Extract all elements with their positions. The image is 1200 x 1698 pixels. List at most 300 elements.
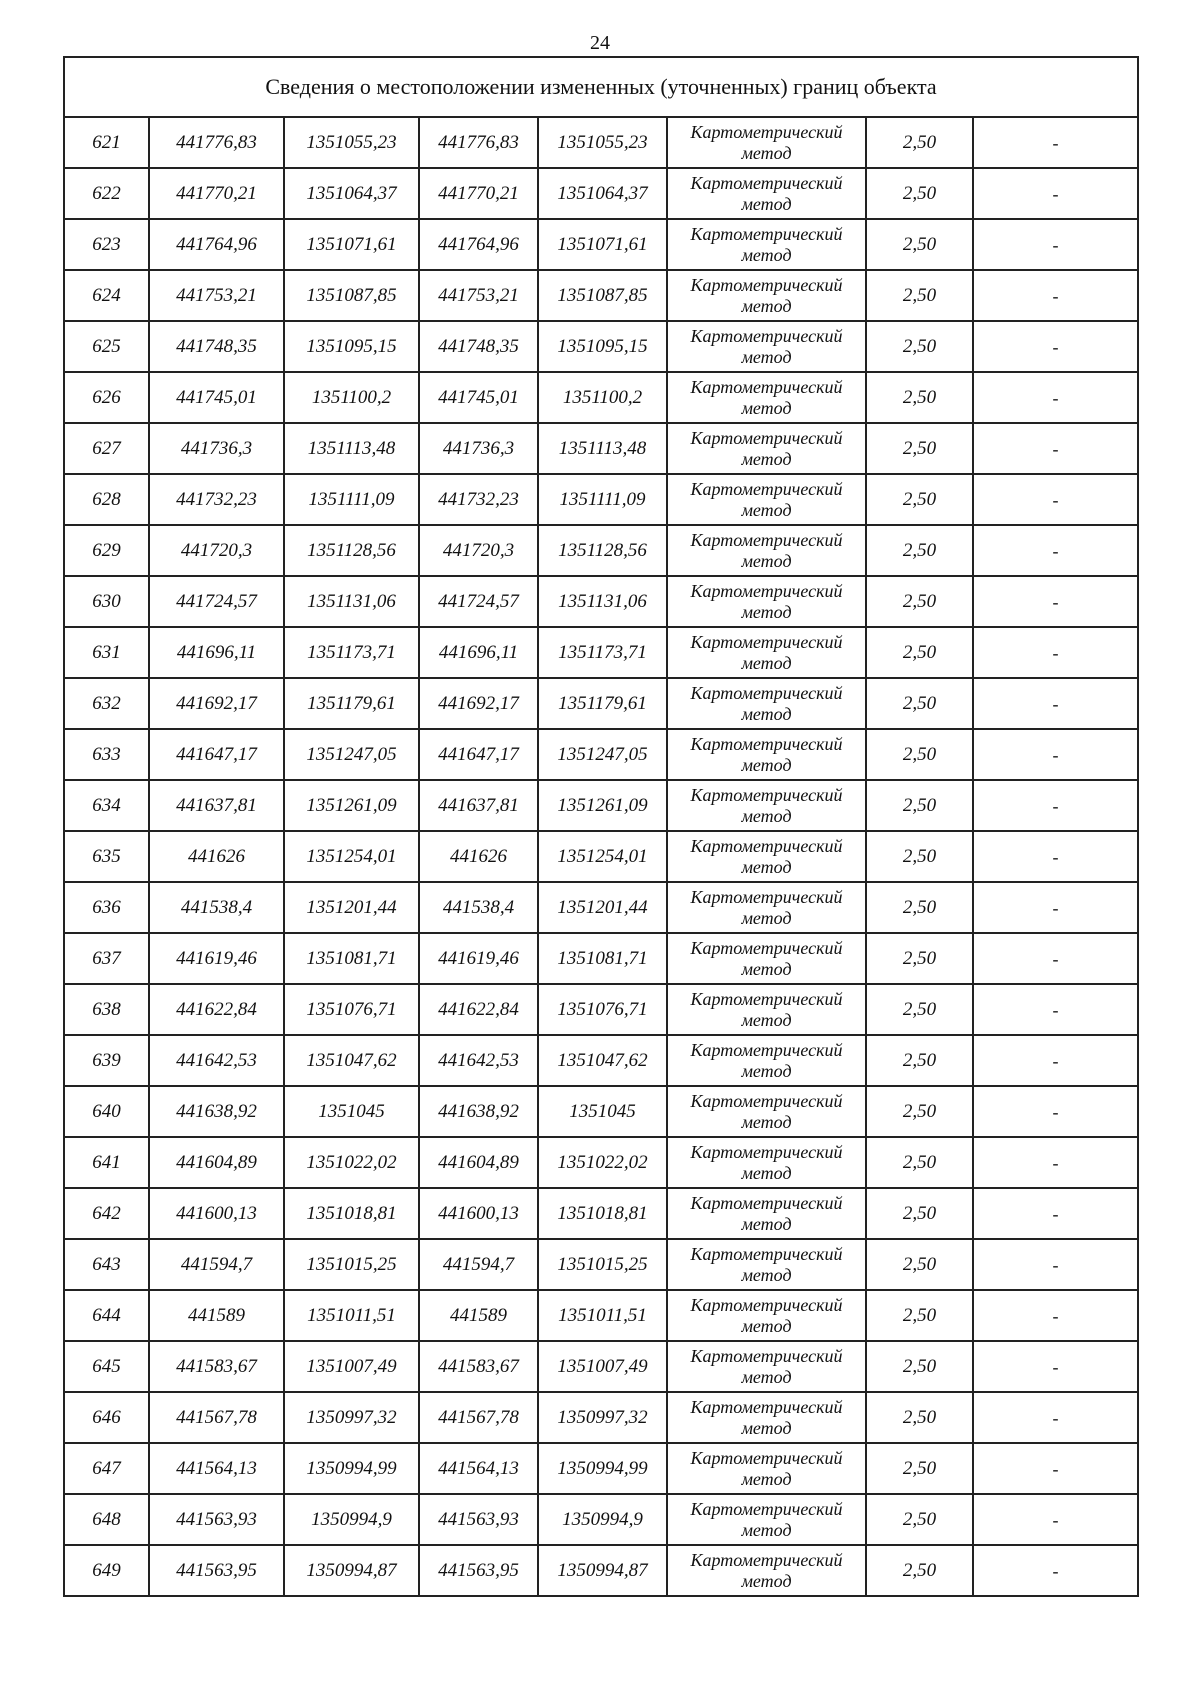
table-row [64,1494,1138,1545]
refined-y-cell: 1351022,02 [538,1137,667,1188]
table-row [64,1188,1138,1239]
existing-y-cell: 1350994,9 [284,1494,419,1545]
existing-x-cell: 441600,13 [149,1188,284,1239]
note-cell: - [973,882,1138,933]
accuracy-cell: 2,50 [866,1443,973,1494]
method-text: Картометрический [690,1498,843,1519]
table-row [64,372,1138,423]
existing-x-cell: 441564,13 [149,1443,284,1494]
method-text: метод [741,856,792,877]
table-row [64,474,1138,525]
method-text: Картометрический [690,733,843,754]
accuracy-cell: 2,50 [866,168,973,219]
method-cell [667,219,866,270]
accuracy-cell: 2,50 [866,627,973,678]
refined-x-cell: 441642,53 [419,1035,538,1086]
table-row [64,1086,1138,1137]
existing-x-cell: 441563,93 [149,1494,284,1545]
refined-y-cell: 1351095,15 [538,321,667,372]
method-text: метод [741,652,792,673]
refined-x-cell: 441745,01 [419,372,538,423]
method-text: метод [741,295,792,316]
method-text: метод [741,907,792,928]
refined-y-cell: 1351128,56 [538,525,667,576]
table-row [64,1341,1138,1392]
refined-y-cell: 1350997,32 [538,1392,667,1443]
method-text: Картометрический [690,427,843,448]
method-text: Картометрический [690,1345,843,1366]
table-row [64,882,1138,933]
refined-y-cell: 1351076,71 [538,984,667,1035]
note-cell: - [973,219,1138,270]
refined-x-cell: 441538,4 [419,882,538,933]
existing-y-cell: 1351173,71 [284,627,419,678]
table-row [64,627,1138,678]
refined-x-cell: 441622,84 [419,984,538,1035]
note-cell: - [973,1392,1138,1443]
method-cell [667,1443,866,1494]
point-number-cell: 626 [64,372,149,423]
accuracy-cell: 2,50 [866,729,973,780]
refined-x-cell: 441692,17 [419,678,538,729]
method-text: Картометрический [690,937,843,958]
refined-y-cell: 1351179,61 [538,678,667,729]
point-number-cell: 632 [64,678,149,729]
refined-x-cell: 441748,35 [419,321,538,372]
table-row [64,117,1138,168]
method-text: Картометрический [690,1549,843,1570]
method-cell [667,1035,866,1086]
refined-y-cell: 1351045 [538,1086,667,1137]
existing-y-cell: 1351111,09 [284,474,419,525]
note-cell: - [973,1290,1138,1341]
refined-y-cell: 1351055,23 [538,117,667,168]
method-text: метод [741,346,792,367]
existing-y-cell: 1351254,01 [284,831,419,882]
note-cell: - [973,525,1138,576]
method-cell [667,1086,866,1137]
refined-y-cell: 1351113,48 [538,423,667,474]
note-cell: - [973,831,1138,882]
refined-y-cell: 1351018,81 [538,1188,667,1239]
accuracy-cell: 2,50 [866,219,973,270]
existing-x-cell: 441589 [149,1290,284,1341]
refined-y-cell: 1351071,61 [538,219,667,270]
refined-y-cell: 1351100,2 [538,372,667,423]
existing-x-cell: 441647,17 [149,729,284,780]
accuracy-cell: 2,50 [866,576,973,627]
refined-y-cell: 1351064,37 [538,168,667,219]
existing-y-cell: 1350994,99 [284,1443,419,1494]
method-cell [667,168,866,219]
refined-x-cell: 441594,7 [419,1239,538,1290]
point-number-cell: 623 [64,219,149,270]
refined-x-cell: 441600,13 [419,1188,538,1239]
page-number: 24 [590,32,610,54]
refined-x-cell: 441764,96 [419,219,538,270]
method-text: Картометрический [690,1141,843,1162]
existing-x-cell: 441604,89 [149,1137,284,1188]
table-row [64,984,1138,1035]
refined-x-cell: 441720,3 [419,525,538,576]
method-cell [667,933,866,984]
point-number-cell: 647 [64,1443,149,1494]
existing-y-cell: 1351201,44 [284,882,419,933]
method-cell [667,321,866,372]
table-row [64,831,1138,882]
note-cell: - [973,117,1138,168]
accuracy-cell: 2,50 [866,1188,973,1239]
existing-x-cell: 441770,21 [149,168,284,219]
refined-x-cell: 441619,46 [419,933,538,984]
refined-x-cell: 441564,13 [419,1443,538,1494]
existing-y-cell: 1351087,85 [284,270,419,321]
note-cell: - [973,780,1138,831]
accuracy-cell: 2,50 [866,1035,973,1086]
point-number-cell: 640 [64,1086,149,1137]
existing-x-cell: 441736,3 [149,423,284,474]
point-number-cell: 637 [64,933,149,984]
accuracy-cell: 2,50 [866,780,973,831]
refined-x-cell: 441724,57 [419,576,538,627]
method-cell [667,678,866,729]
method-cell [667,270,866,321]
refined-x-cell: 441563,93 [419,1494,538,1545]
refined-y-cell: 1351047,62 [538,1035,667,1086]
refined-x-cell: 441583,67 [419,1341,538,1392]
accuracy-cell: 2,50 [866,882,973,933]
existing-y-cell: 1351179,61 [284,678,419,729]
existing-x-cell: 441583,67 [149,1341,284,1392]
refined-y-cell: 1351111,09 [538,474,667,525]
existing-x-cell: 441692,17 [149,678,284,729]
method-cell [667,423,866,474]
refined-y-cell: 1350994,9 [538,1494,667,1545]
method-cell [667,525,866,576]
accuracy-cell: 2,50 [866,1545,973,1596]
refined-y-cell: 1351007,49 [538,1341,667,1392]
method-text: Картометрический [690,682,843,703]
table-row [64,678,1138,729]
point-number-cell: 648 [64,1494,149,1545]
refined-y-cell: 1351131,06 [538,576,667,627]
note-cell: - [973,933,1138,984]
accuracy-cell: 2,50 [866,1239,973,1290]
method-cell [667,984,866,1035]
method-text: Картометрический [690,784,843,805]
existing-x-cell: 441567,78 [149,1392,284,1443]
accuracy-cell: 2,50 [866,321,973,372]
accuracy-cell: 2,50 [866,270,973,321]
point-number-cell: 628 [64,474,149,525]
refined-x-cell: 441563,95 [419,1545,538,1596]
refined-y-cell: 1351201,44 [538,882,667,933]
existing-y-cell: 1351128,56 [284,525,419,576]
method-text: Картометрический [690,1447,843,1468]
note-cell: - [973,1035,1138,1086]
method-text: Картометрический [690,631,843,652]
existing-x-cell: 441563,95 [149,1545,284,1596]
refined-x-cell: 441736,3 [419,423,538,474]
refined-x-cell: 441567,78 [419,1392,538,1443]
existing-x-cell: 441764,96 [149,219,284,270]
existing-y-cell: 1351131,06 [284,576,419,627]
method-text: Картометрический [690,1192,843,1213]
method-text: метод [741,1009,792,1030]
note-cell: - [973,1443,1138,1494]
existing-y-cell: 1351261,09 [284,780,419,831]
accuracy-cell: 2,50 [866,1086,973,1137]
existing-y-cell: 1351018,81 [284,1188,419,1239]
point-number-cell: 633 [64,729,149,780]
method-text: метод [741,1264,792,1285]
existing-x-cell: 441776,83 [149,117,284,168]
refined-x-cell: 441647,17 [419,729,538,780]
existing-x-cell: 441696,11 [149,627,284,678]
accuracy-cell: 2,50 [866,1494,973,1545]
method-text: Картометрический [690,478,843,499]
method-cell [667,1290,866,1341]
existing-y-cell: 1351055,23 [284,117,419,168]
note-cell: - [973,984,1138,1035]
method-text: Картометрический [690,580,843,601]
note-cell: - [973,1086,1138,1137]
table-row [64,933,1138,984]
accuracy-cell: 2,50 [866,1341,973,1392]
accuracy-cell: 2,50 [866,1137,973,1188]
method-text: Картометрический [690,1294,843,1315]
refined-y-cell: 1351173,71 [538,627,667,678]
note-cell: - [973,1188,1138,1239]
point-number-cell: 646 [64,1392,149,1443]
note-cell: - [973,270,1138,321]
refined-x-cell: 441604,89 [419,1137,538,1188]
method-text: метод [741,1162,792,1183]
accuracy-cell: 2,50 [866,423,973,474]
existing-x-cell: 441732,23 [149,474,284,525]
refined-x-cell: 441776,83 [419,117,538,168]
boundary-coordinates-table [63,56,1139,1597]
note-cell: - [973,627,1138,678]
refined-x-cell: 441770,21 [419,168,538,219]
method-cell [667,780,866,831]
method-cell [667,729,866,780]
existing-x-cell: 441619,46 [149,933,284,984]
existing-y-cell: 1351076,71 [284,984,419,1035]
method-text: метод [741,550,792,571]
refined-y-cell: 1350994,87 [538,1545,667,1596]
method-text: Картометрический [690,1090,843,1111]
method-text: метод [741,397,792,418]
table-row [64,168,1138,219]
point-number-cell: 621 [64,117,149,168]
method-text: Картометрический [690,1243,843,1264]
table-row [64,729,1138,780]
method-text: Картометрический [690,376,843,397]
method-cell [667,117,866,168]
method-text: метод [741,601,792,622]
method-text: Картометрический [690,121,843,142]
note-cell: - [973,1137,1138,1188]
point-number-cell: 624 [64,270,149,321]
method-text: Картометрический [690,223,843,244]
method-cell [667,1392,866,1443]
method-text: метод [741,142,792,163]
point-number-cell: 642 [64,1188,149,1239]
method-cell [667,882,866,933]
method-text: метод [741,703,792,724]
method-text: метод [741,193,792,214]
table-title-row [64,57,1138,117]
refined-x-cell: 441732,23 [419,474,538,525]
method-cell [667,372,866,423]
method-text: метод [741,244,792,265]
method-text: метод [741,1111,792,1132]
refined-y-cell: 1351015,25 [538,1239,667,1290]
note-cell: - [973,729,1138,780]
existing-y-cell: 1351247,05 [284,729,419,780]
table-row [64,1392,1138,1443]
refined-y-cell: 1351247,05 [538,729,667,780]
point-number-cell: 625 [64,321,149,372]
accuracy-cell: 2,50 [866,1392,973,1443]
existing-y-cell: 1350997,32 [284,1392,419,1443]
note-cell: - [973,1545,1138,1596]
note-cell: - [973,1341,1138,1392]
point-number-cell: 627 [64,423,149,474]
point-number-cell: 639 [64,1035,149,1086]
method-text: Картометрический [690,1396,843,1417]
accuracy-cell: 2,50 [866,117,973,168]
point-number-cell: 644 [64,1290,149,1341]
existing-y-cell: 1351047,62 [284,1035,419,1086]
refined-y-cell: 1350994,99 [538,1443,667,1494]
note-cell: - [973,474,1138,525]
existing-x-cell: 441753,21 [149,270,284,321]
point-number-cell: 634 [64,780,149,831]
existing-x-cell: 441720,3 [149,525,284,576]
refined-y-cell: 1351081,71 [538,933,667,984]
method-text: Картометрический [690,835,843,856]
note-cell: - [973,1239,1138,1290]
existing-y-cell: 1351113,48 [284,423,419,474]
existing-y-cell: 1351081,71 [284,933,419,984]
refined-x-cell: 441626 [419,831,538,882]
method-text: метод [741,1417,792,1438]
refined-x-cell: 441753,21 [419,270,538,321]
existing-x-cell: 441748,35 [149,321,284,372]
table-row [64,780,1138,831]
table-row [64,270,1138,321]
accuracy-cell: 2,50 [866,525,973,576]
table-row [64,1035,1138,1086]
accuracy-cell: 2,50 [866,933,973,984]
existing-y-cell: 1351045 [284,1086,419,1137]
method-text: метод [741,1519,792,1540]
method-cell [667,576,866,627]
existing-x-cell: 441642,53 [149,1035,284,1086]
accuracy-cell: 2,50 [866,1290,973,1341]
method-text: Картометрический [690,529,843,550]
method-text: метод [741,1570,792,1591]
note-cell: - [973,423,1138,474]
refined-x-cell: 441589 [419,1290,538,1341]
method-text: метод [741,1468,792,1489]
method-text: метод [741,958,792,979]
table-row [64,525,1138,576]
table-row [64,576,1138,627]
point-number-cell: 635 [64,831,149,882]
method-cell [667,1188,866,1239]
method-cell [667,1137,866,1188]
method-text: метод [741,499,792,520]
point-number-cell: 643 [64,1239,149,1290]
existing-y-cell: 1351015,25 [284,1239,419,1290]
point-number-cell: 622 [64,168,149,219]
accuracy-cell: 2,50 [866,678,973,729]
method-cell [667,627,866,678]
accuracy-cell: 2,50 [866,984,973,1035]
existing-y-cell: 1351022,02 [284,1137,419,1188]
existing-x-cell: 441638,92 [149,1086,284,1137]
method-text: метод [741,1213,792,1234]
table-row [64,423,1138,474]
method-cell [667,831,866,882]
existing-x-cell: 441637,81 [149,780,284,831]
method-cell [667,1494,866,1545]
point-number-cell: 636 [64,882,149,933]
accuracy-cell: 2,50 [866,831,973,882]
refined-y-cell: 1351254,01 [538,831,667,882]
table-title: Сведения о местоположении измененных (уточненных) границ объекта [64,57,1138,117]
point-number-cell: 645 [64,1341,149,1392]
table-row [64,1137,1138,1188]
point-number-cell: 629 [64,525,149,576]
existing-x-cell: 441724,57 [149,576,284,627]
table-row [64,1239,1138,1290]
existing-x-cell: 441622,84 [149,984,284,1035]
note-cell: - [973,678,1138,729]
method-text: метод [741,1315,792,1336]
method-cell [667,1341,866,1392]
refined-x-cell: 441696,11 [419,627,538,678]
boundary-table-container [63,56,1137,1597]
table-row [64,321,1138,372]
method-text: метод [741,1366,792,1387]
refined-y-cell: 1351011,51 [538,1290,667,1341]
refined-y-cell: 1351087,85 [538,270,667,321]
point-number-cell: 631 [64,627,149,678]
method-text: метод [741,1060,792,1081]
method-text: Картометрический [690,886,843,907]
existing-y-cell: 1351011,51 [284,1290,419,1341]
method-text: Картометрический [690,172,843,193]
method-text: метод [741,754,792,775]
existing-x-cell: 441626 [149,831,284,882]
method-cell [667,1239,866,1290]
existing-x-cell: 441594,7 [149,1239,284,1290]
accuracy-cell: 2,50 [866,474,973,525]
existing-y-cell: 1351007,49 [284,1341,419,1392]
point-number-cell: 641 [64,1137,149,1188]
method-text: Картометрический [690,325,843,346]
accuracy-cell: 2,50 [866,372,973,423]
method-text: Картометрический [690,988,843,1009]
table-row [64,1290,1138,1341]
note-cell: - [973,168,1138,219]
existing-y-cell: 1351064,37 [284,168,419,219]
existing-y-cell: 1350994,87 [284,1545,419,1596]
